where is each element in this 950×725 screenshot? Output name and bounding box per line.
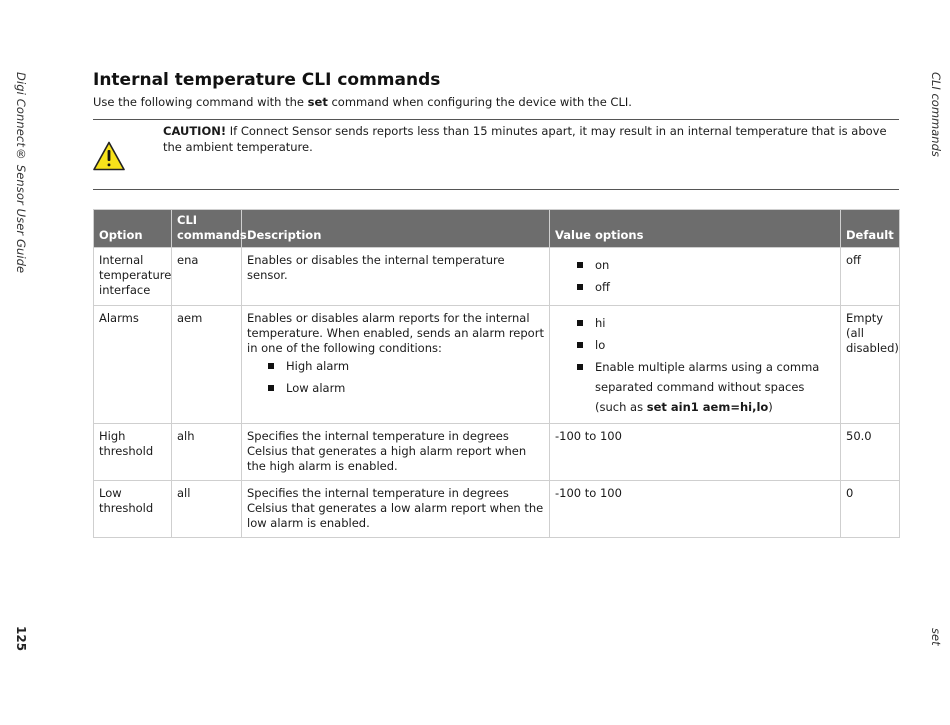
cell-cli: alh [172,424,242,481]
guide-title-margin: Digi Connect® Sensor User Guide [14,72,28,274]
table-row [94,306,900,424]
description-text: Enables or disables alarm reports for the internal temperature. When enabled, sends an alarm report in one of the following conditions: [247,311,544,355]
cell-default: off [841,248,900,306]
table-row [94,481,900,538]
cell-values: -100 to 100 [550,481,841,538]
cell-option: Low threshold [94,481,172,538]
intro-set-keyword: set [307,95,328,109]
example-command: set ain1 aem=hi,lo [646,400,769,414]
cell-values [550,306,841,424]
header-description: Description [242,210,550,248]
caution-box [93,119,899,190]
header-cli-commands: CLI commands [172,210,242,248]
cell-values: -100 to 100 [550,424,841,481]
command-margin-label: set [929,628,943,646]
cell-values [550,248,841,306]
caution-message: If Connect Sensor sends reports less than 15 minutes apart, it may result in an internal temperature that is above the ambient temperature. [163,124,887,154]
cell-default: 0 [841,481,900,538]
list-item: High alarm [268,356,544,378]
cell-description: Specifies the internal temperature in degrees Celsius that generates a high alarm report when the high alarm is enabled. [242,424,550,481]
intro-text-before: Use the following command with the [93,95,308,109]
cell-option: Alarms [94,306,172,424]
cell-default: Empty (all disabled) [841,306,900,424]
header-value-options: Value options [550,210,841,248]
cell-option: High threshold [94,424,172,481]
header-default: Default [841,210,900,248]
list-item: hi [577,313,835,335]
section-title: Internal temperature CLI commands [93,70,441,90]
value-list [555,311,835,417]
value-list [555,253,835,299]
cell-description [242,306,550,424]
list-item: Low alarm [268,378,544,400]
table-header-row [94,210,900,248]
cell-cli: all [172,481,242,538]
warning-triangle-icon [93,141,125,171]
cell-cli: aem [172,306,242,424]
caution-label: CAUTION! [163,124,227,138]
table-row [94,248,900,306]
multi-alarm-text: Enable multiple alarms using a comma separated command without spaces [595,360,820,394]
example-suffix: ) [768,400,773,414]
table-row [94,424,900,481]
page-content [93,68,899,538]
caution-text [163,124,895,155]
cell-description: Specifies the internal temperature in degrees Celsius that generates a low alarm report when the low alarm is enabled. [242,481,550,538]
cli-commands-table [93,209,900,538]
example-prefix: (such as [595,400,647,414]
list-item [577,357,835,417]
intro-paragraph [93,94,899,110]
list-item: on [577,255,835,277]
cell-description: Enables or disables the internal temperature sensor. [242,248,550,306]
command-example [595,400,773,414]
condition-list [247,356,544,400]
intro-text-after: command when configuring the device with the CLI. [327,95,632,109]
chapter-title-margin: CLI commands [929,72,943,157]
header-option: Option [94,210,172,248]
cell-option: Internal temperature interface [94,248,172,306]
cell-cli: ena [172,248,242,306]
page-number: 125 [14,626,28,652]
list-item: off [577,277,835,299]
list-item: lo [577,335,835,357]
cell-default: 50.0 [841,424,900,481]
